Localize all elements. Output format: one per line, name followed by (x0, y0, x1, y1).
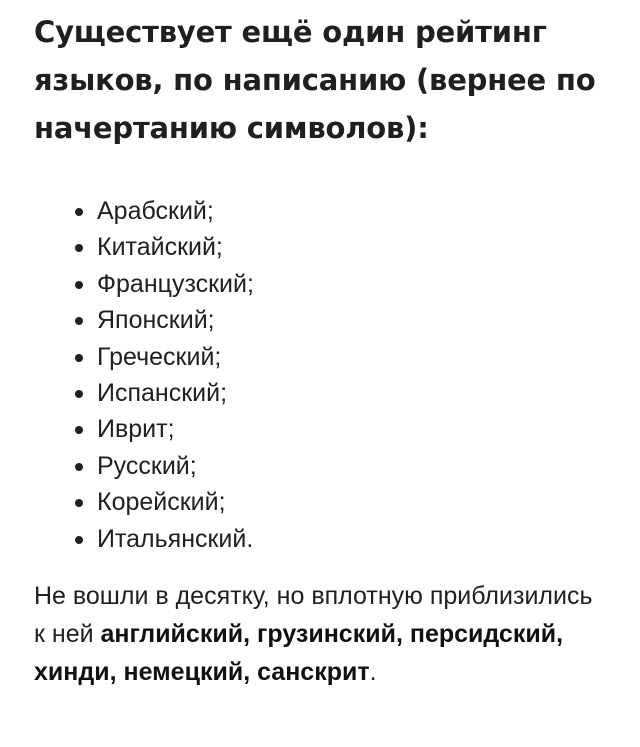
paragraph-tail-text: . (369, 658, 377, 687)
list-item (75, 484, 606, 520)
list-item-label: Корейский; (97, 488, 226, 517)
list-item (75, 229, 606, 265)
bullet-icon (75, 499, 83, 507)
list-item-label: Греческий; (97, 342, 222, 371)
paragraph-bold-languages: английский, грузинский, персидский, хинди, немецкий, санскрит (34, 620, 564, 687)
bullet-icon (75, 281, 83, 289)
bullet-icon (75, 463, 83, 471)
list-item-label: Французский; (97, 269, 254, 298)
summary-paragraph (34, 577, 606, 691)
list-item (75, 375, 606, 411)
section-heading: Существует ещё один рейтинг языков, по написанию (вернее по начертанию символов): (34, 15, 596, 145)
bullet-icon (75, 354, 83, 362)
list-item (75, 339, 606, 375)
list-item (75, 302, 606, 338)
bullet-icon (75, 208, 83, 216)
list-item (75, 521, 606, 557)
list-item-label: Китайский; (97, 233, 223, 262)
bullet-icon (75, 390, 83, 398)
list-item-label: Испанский; (97, 379, 228, 408)
list-item-label: Арабский; (97, 197, 214, 225)
list-item-label: Японский; (97, 306, 215, 335)
list-item (75, 411, 606, 447)
paragraph-lead-text: Не вошли в десятку, но вплотную приблизились к ней (34, 582, 593, 649)
list-item-label: Русский; (97, 451, 197, 480)
list-item (75, 266, 606, 302)
list-item-label: Итальянский. (97, 524, 254, 553)
list-item-label: Иврит; (97, 415, 175, 444)
bullet-icon (75, 536, 83, 544)
bullet-icon (75, 244, 83, 252)
list-item (75, 193, 606, 229)
languages-list (34, 193, 606, 557)
bullet-icon (75, 426, 83, 434)
list-item (75, 448, 606, 484)
bullet-icon (75, 317, 83, 325)
